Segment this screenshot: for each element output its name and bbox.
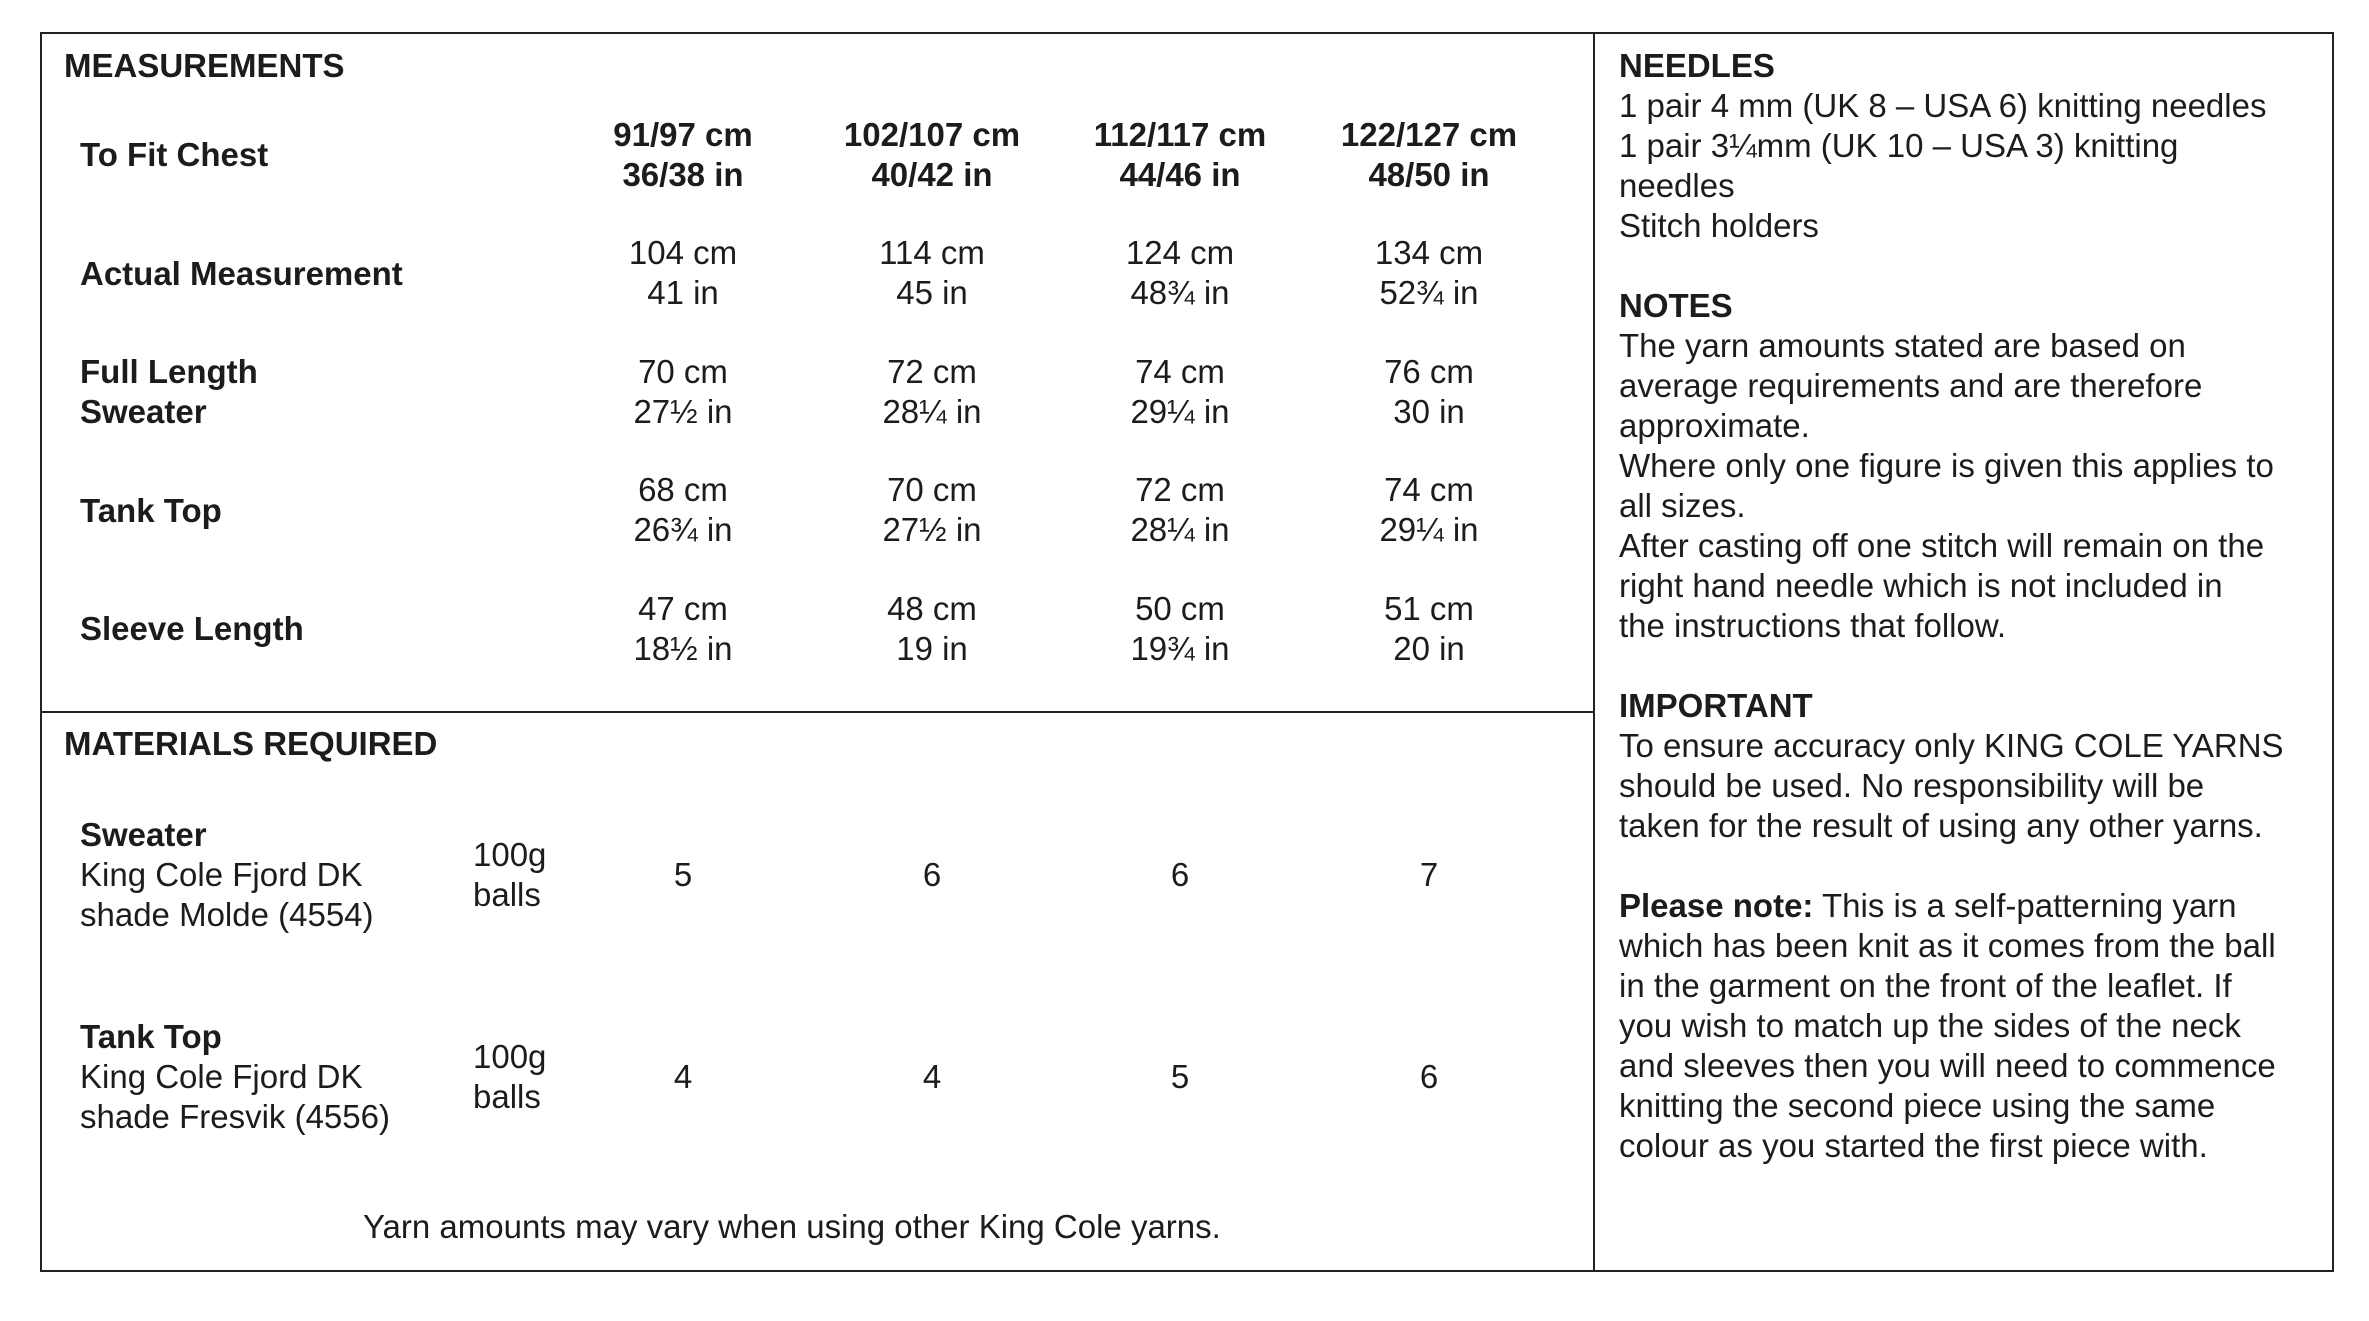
row-label-tank-top: Tank Top	[80, 492, 222, 529]
cell-in: 48¾ in	[1130, 274, 1230, 311]
material-qty: 7	[1419, 856, 1439, 893]
notes-line: right hand needle which is not included in	[1619, 567, 2223, 604]
row-label-actual: Actual Measurement	[80, 255, 403, 292]
cell-in: 29¼ in	[1130, 393, 1230, 430]
please-note-line: knitting the second piece using the same	[1619, 1087, 2216, 1124]
cell-cm: 114 cm	[879, 234, 985, 271]
cell-cm: 76 cm	[1384, 353, 1474, 390]
material-qty: 4	[673, 1058, 693, 1095]
cell-cm: 48 cm	[887, 590, 977, 627]
needles-line: needles	[1619, 167, 1735, 204]
needles-line: 1 pair 3¼mm (UK 10 – USA 3) knitting	[1619, 127, 2179, 164]
please-note-line: and sleeves then you will need to commence	[1619, 1047, 2276, 1084]
size-4-cm: 122/127 cm	[1340, 116, 1518, 153]
material-qty: 4	[922, 1058, 942, 1095]
please-note-label: Please note:	[1619, 887, 1814, 924]
cell-cm: 134 cm	[1374, 234, 1484, 271]
cell-cm: 50 cm	[1135, 590, 1225, 627]
size-3-cm: 112/117 cm	[1093, 116, 1267, 153]
materials-heading: MATERIALS REQUIRED	[64, 725, 438, 762]
size-1-cm: 91/97 cm	[613, 116, 753, 153]
material-yarn: King Cole Fjord DK	[80, 856, 363, 893]
chest-label: To Fit Chest	[80, 136, 269, 173]
material-title-tank-top: Tank Top	[80, 1018, 222, 1055]
notes-line: The yarn amounts stated are based on	[1619, 327, 2186, 364]
material-qty: 6	[922, 856, 942, 893]
important-section	[1619, 686, 2319, 846]
cell-in: 30 in	[1393, 393, 1465, 430]
size-3-in: 44/46 in	[1119, 156, 1241, 193]
size-4-in: 48/50 in	[1368, 156, 1490, 193]
cell-cm: 74 cm	[1384, 471, 1474, 508]
needles-line: 1 pair 4 mm (UK 8 – USA 6) knitting needles	[1619, 87, 2267, 124]
please-note-line: colour as you started the first piece with.	[1619, 1127, 2208, 1164]
material-unit: balls	[473, 876, 541, 913]
material-unit: balls	[473, 1078, 541, 1115]
cell-cm: 104 cm	[628, 234, 738, 271]
material-shade: shade Molde (4554)	[80, 896, 374, 933]
needles-section	[1619, 46, 2319, 246]
important-line: To ensure accuracy only KING COLE YARNS	[1619, 727, 2284, 764]
needles-heading: NEEDLES	[1619, 47, 1775, 84]
yarn-footnote: Yarn amounts may vary when using other King Cole yarns.	[363, 1208, 1221, 1245]
material-qty: 6	[1170, 856, 1190, 893]
important-heading: IMPORTANT	[1619, 687, 1813, 724]
please-note-line: which has been knit as it comes from the ball	[1619, 927, 2276, 964]
material-yarn: King Cole Fjord DK	[80, 1058, 363, 1095]
notes-heading: NOTES	[1619, 287, 1733, 324]
material-shade: shade Fresvik (4556)	[80, 1098, 390, 1135]
notes-line: approximate.	[1619, 407, 1810, 444]
cell-cm: 72 cm	[887, 353, 977, 390]
notes-line: the instructions that follow.	[1619, 607, 2007, 644]
please-note-first-line: This is a self-patterning yarn	[1813, 887, 2237, 924]
cell-cm: 51 cm	[1384, 590, 1474, 627]
row-label-sleeve: Sleeve Length	[80, 610, 304, 647]
cell-in: 45 in	[896, 274, 968, 311]
cell-in: 20 in	[1393, 630, 1465, 667]
please-note-line: in the garment on the front of the leaflet. If	[1619, 967, 2232, 1004]
material-qty: 6	[1419, 1058, 1439, 1095]
please-note-line: you wish to match up the sides of the neck	[1619, 1007, 2241, 1044]
measurements-heading: MEASUREMENTS	[64, 47, 345, 84]
size-1-in: 36/38 in	[622, 156, 744, 193]
cell-cm: 47 cm	[638, 590, 728, 627]
cell-in: 41 in	[647, 274, 719, 311]
cell-in: 52¾ in	[1379, 274, 1479, 311]
cell-in: 18½ in	[633, 630, 733, 667]
column-divider	[1593, 32, 1595, 1272]
cell-in: 19¾ in	[1130, 630, 1230, 667]
cell-in: 19 in	[896, 630, 968, 667]
cell-in: 27½ in	[633, 393, 733, 430]
cell-in: 26¾ in	[633, 511, 733, 548]
cell-cm: 70 cm	[887, 471, 977, 508]
cell-cm: 70 cm	[638, 353, 728, 390]
material-title-sweater: Sweater	[80, 816, 207, 853]
cell-cm: 74 cm	[1135, 353, 1225, 390]
material-qty: 5	[673, 856, 693, 893]
size-2-in: 40/42 in	[871, 156, 993, 193]
row-label-full-length: Full Length	[80, 353, 258, 390]
notes-line: all sizes.	[1619, 487, 1746, 524]
cell-in: 27½ in	[882, 511, 982, 548]
material-unit: 100g	[473, 1038, 547, 1075]
notes-section	[1619, 286, 2319, 646]
material-qty: 5	[1170, 1058, 1190, 1095]
cell-in: 28¼ in	[882, 393, 982, 430]
size-2-cm: 102/107 cm	[843, 116, 1021, 153]
notes-line: After casting off one stitch will remain on the	[1619, 527, 2265, 564]
cell-cm: 124 cm	[1125, 234, 1235, 271]
cell-cm: 72 cm	[1135, 471, 1225, 508]
notes-line: average requirements and are therefore	[1619, 367, 2203, 404]
row-label-sweater: Sweater	[80, 393, 207, 430]
cell-cm: 68 cm	[638, 471, 728, 508]
material-unit: 100g	[473, 836, 547, 873]
please-note-section	[1619, 886, 2319, 1166]
cell-in: 29¼ in	[1379, 511, 1479, 548]
needles-line: Stitch holders	[1619, 207, 1819, 244]
important-line: should be used. No responsibility will be	[1619, 767, 2205, 804]
section-divider	[40, 711, 1595, 713]
important-line: taken for the result of using any other yarns.	[1619, 807, 2263, 844]
cell-in: 28¼ in	[1130, 511, 1230, 548]
notes-line: Where only one figure is given this applies to	[1619, 447, 2274, 484]
